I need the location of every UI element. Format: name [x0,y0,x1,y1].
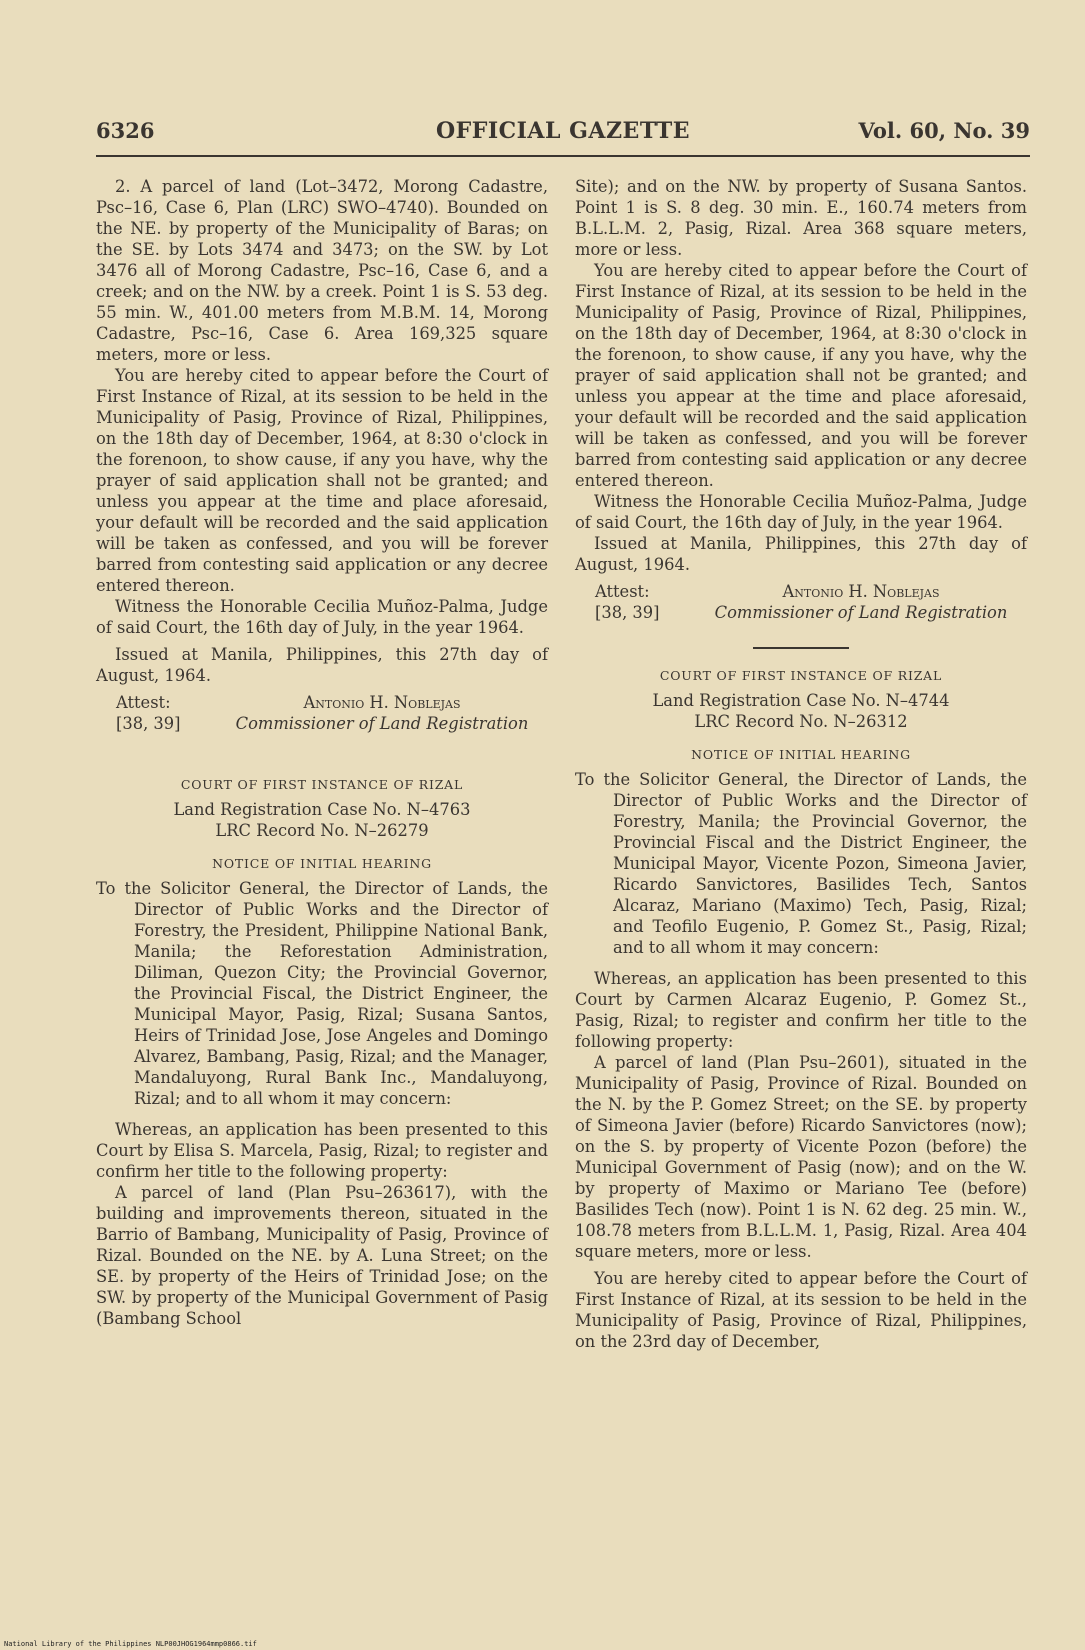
header-rule [96,155,1030,157]
court-heading: COURT OF FIRST INSTANCE OF RIZAL [659,668,943,683]
left-column [96,176,548,1329]
paragraph: You are hereby cited to appear before the Court of First Instance of Rizal, at its session to be held in the Municipality of Pasig, Province of Rizal, Philippines, on the 18th day of December, 1964, at 8:30 o'clock in the forenoon, to show cause, if any you have, why the prayer of said application shall not be granted; and unless you appear at the time and place aforesaid, your default will be recorded and the said application will be taken as confessed, and you will be forever barred from contesting said application or any decree entered thereon. [96,366,548,595]
paragraph: Witness the Honorable Cecilia Muñoz-Palma, Judge of said Court, the 16th day of July, in the year 1964. [575,492,1027,532]
addressees: To the Solicitor General, the Director of Lands, the Director of Public Works and the Director of Forestry, Manila; the Provincial Governor, the Provincial Fiscal and the District Engineer, the Municipal Mayor, Vicente Pozon, Simeona Javier, Ricardo Sanvictores, Basilides Tech, Santos Alcaraz, Mariano (Maximo) Tech, Pasig, Rizal; and Teofilo Eugenio, P. Gomez St., Pasig, Rizal; and to all whom it may concern: [575,770,1027,957]
right-column [575,176,1027,1352]
paragraph: Witness the Honorable Cecilia Muñoz-Palma, Judge of said Court, the 16th day of July, in the year 1964. [96,597,548,637]
attest-block [575,581,1027,623]
paragraph: Issued at Manila, Philippines, this 27th day of August, 1964. [96,645,548,685]
paragraph: A parcel of land (Plan Psu–2601), situated in the Municipality of Pasig, Province of Rizal. Bounded on the N. by the P. Gomez Street; on the SE. by property of Simeona Javier (before) Ricardo Sanvictores (now); on the S. by property of Vicente Pozon (before) the Municipal Government of Pasig (now); and on the W. by property of Maximo or Mariano Tee (before) Basilides Tech (now). Point 1 is N. 62 deg. 25 min. W., 108.78 meters from B.L.L.M. 1, Pasig, Rizal. Area 404 square meters, more or less. [575,1053,1027,1261]
notice-heading: NOTICE OF INITIAL HEARING [212,856,432,871]
paragraph: Issued at Manila, Philippines, this 27th day of August, 1964. [575,534,1027,574]
paragraph: Whereas, an application has been presented to this Court by Elisa S. Marcela, Pasig, Rizal; to register and confirm her title to the following property: [96,1120,548,1181]
signatory-role: Commissioner of Land Registration [235,714,529,733]
signatory-role: Commissioner of Land Registration [714,603,1008,622]
record-number: LRC Record No. N–26312 [694,712,908,731]
attest-block [96,692,548,734]
paragraph: You are hereby cited to appear before the Court of First Instance of Rizal, at its session to be held in the Municipality of Pasig, Province of Rizal, Philippines, on the 18th day of December, 1964, at 8:30 o'clock in the forenoon, to show cause, if any you have, why the prayer of said application shall not be granted; and unless you appear at the time and place aforesaid, your default will be recorded and the said application will be taken as confessed, and you will be forever barred from contesting said application or any decree entered thereon. [575,261,1027,490]
paragraph: A parcel of land (Plan Psu–263617), with the building and improvements thereon, situated in the Barrio of Bambang, Municipality of Pasig, Province of Rizal. Bounded on the NE. by A. Luna Street; on the SE. by property of the Heirs of Trinidad Jose; on the SW. by property of the Municipal Government of Pasig (Bambang School [96,1183,548,1328]
publication-title: OFFICIAL GAZETTE [435,118,691,144]
page-number: 6326 [96,118,155,143]
addressees: To the Solicitor General, the Director of Lands, the Director of Public Works and the Director of Forestry, the President, Philippine National Bank, Manila; the Reforestation Administration, Diliman, Quezon City; the Provincial Governor, the Provincial Fiscal, the District Engineer, the Municipal Mayor, Pasig, Rizal; Susana Santos, Heirs of Trinidad Jose, Jose Angeles and Domingo Alvarez, Bambang, Pasig, Rizal; and the Manager, Mandaluyong, Rural Bank Inc., Mandaluyong, Rizal; and to all whom it may concern: [96,879,548,1108]
paragraph: 2. A parcel of land (Lot–3472, Morong Cadastre, Psc–16, Case 6, Plan (LRC) SWO–4740). Bounded on the NE. by property of the Municipality of Baras; on the SE. by Lots 3474 and 3473; on the SW. by Lot 3476 all of Morong Cadastre, Psc–16, Case 6, and a creek; and on the NW. by a creek. Point 1 is S. 53 deg. 55 min. W., 401.00 meters from M.B.M. 14, Morong Cadastre, Psc–16, Case 6. Area 169,325 square meters, more or less. [96,177,548,364]
notice-heading: NOTICE OF INITIAL HEARING [691,747,911,762]
signatory-name: Antonio H. Noblejas [303,693,461,712]
case-number: Land Registration Case No. N–4763 [173,800,471,819]
paragraph: You are hereby cited to appear before the Court of First Instance of Rizal, at its session to be held in the Municipality of Pasig, Province of Rizal, Philippines, on the 23rd day of December, [575,1269,1027,1351]
scan-footer: National Library of the Philippines NLP00JHOG1964mmp0866.tif [4,1640,257,1648]
section-divider [753,647,849,649]
volume-number: Vol. 60, No. 39 [858,118,1030,143]
court-heading: COURT OF FIRST INSTANCE OF RIZAL [180,777,464,792]
issue-ref: [38, 39] [116,714,181,733]
issue-ref: [38, 39] [595,603,660,622]
record-number: LRC Record No. N–26279 [215,821,429,840]
page-header [96,118,1030,152]
attest-label: Attest: [116,693,171,712]
paragraph: Site); and on the NW. by property of Susana Santos. Point 1 is S. 8 deg. 30 min. E., 160.74 meters from B.L.L.M. 2, Pasig, Rizal. Area 368 square meters, more or less. [575,177,1027,259]
case-number: Land Registration Case No. N–4744 [652,691,950,710]
paragraph: Whereas, an application has been presented to this Court by Carmen Alcaraz Eugenio, P. Gomez St., Pasig, Rizal; to register and confirm her title to the following property: [575,969,1027,1051]
signatory-name: Antonio H. Noblejas [782,582,940,601]
attest-label: Attest: [595,582,650,601]
